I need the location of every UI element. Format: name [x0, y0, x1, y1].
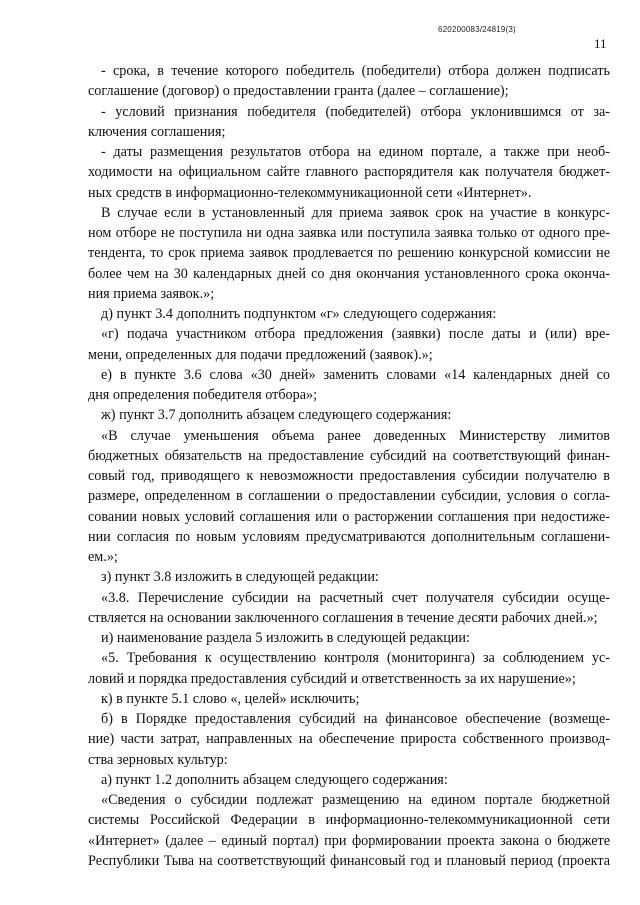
text-line: е) в пункте 3.6 слова «30 дней» заменить словами «14 календарных дней со: [101, 366, 610, 383]
text-line: «Сведения о субсидии подлежат размещению на едином портале бюджетной: [101, 792, 610, 808]
text-line: «В случае уменьшения объема ранее доведенных Министерству лимитов: [101, 427, 610, 444]
body-text: [88, 61, 610, 871]
text-line: - даты размещения результатов отбора на едином портале, а также при необ-: [101, 144, 610, 160]
text-line: совый год, приводящего к невозможности предоставления субсидии получателю в: [88, 468, 610, 484]
text-line: «г) подача участником отбора предложения (заявки) после даты и (или) вре-: [101, 326, 610, 343]
text-line: ловий и порядка предоставления субсидий и ответственность за их нарушение»;: [88, 670, 576, 687]
text-line: д) пункт 3.4 дополнить подпунктом «г» следующего содержания:: [101, 306, 497, 322]
text-line: - условий признания победителя (победителей) отбора уклонившимся от за-: [101, 103, 610, 120]
text-line: ключения соглашения;: [88, 123, 226, 140]
text-line: ходимости на официальном сайте главного распорядителя как получателя бюджет-: [88, 164, 610, 181]
text-line: совании новых условий соглашения или о расторжении соглашения при недостиже-: [88, 508, 610, 525]
text-line: ем.»;: [88, 549, 118, 565]
text-line: «Интернет» (далее – единый портал) при формировании проекта закона о бюджете: [88, 832, 610, 849]
text-line: ние) части затрат, направленных на обеспечение прироста собственного производ-: [88, 731, 610, 748]
text-line: ном отборе не поступила ни одна заявка или поступила заявка только от одного пре-: [88, 225, 610, 241]
text-line: «3.8. Перечисление субсидии на расчетный счет получателя субсидии осуще-: [101, 589, 610, 606]
text-line: и) наименование раздела 5 изложить в следующей редакции:: [101, 630, 470, 646]
document-id: 620200083/24819(3): [438, 25, 516, 34]
page-number: 11: [594, 36, 607, 51]
text-line: дня определения победителя отбора»;: [88, 387, 318, 403]
text-line: более чем на 30 календарных дней со дня окончания установленного срока оконча-: [88, 265, 610, 282]
text-line: тендента, то срок приема заявок продлевается по решению конкурсной комиссии не: [88, 245, 610, 262]
text-line: ния приема заявок.»;: [88, 285, 215, 302]
text-line: з) пункт 3.8 изложить в следующей редакции:: [101, 569, 379, 586]
text-line: размере, определенном в соглашении о предоставлении субсидии, условия о согла-: [88, 488, 610, 505]
text-line: ж) пункт 3.7 дополнить абзацем следующего содержания:: [101, 407, 452, 424]
text-line: ных средств в информационно-телекоммуникационной сети «Интернет».: [88, 184, 532, 201]
text-line: а) пункт 1.2 дополнить абзацем следующего содержания:: [101, 771, 448, 788]
text-line: В случае если в установленный для приема заявок срок на участие в конкурс-: [101, 204, 610, 221]
text-line: «5. Требования к осуществлению контроля (мониторинга) за соблюдением ус-: [101, 650, 610, 667]
text-line: нии согласия по новым условиям предусматриваются дополнительным соглашени-: [88, 528, 610, 545]
text-line: Республики Тыва на соответствующий финансовый год и плановый период (проекта: [88, 852, 610, 869]
text-line: ствляется на основании заключенного соглашения в течение десяти рабочих дней.»;: [88, 609, 598, 626]
text-line: к) в пункте 5.1 слово «, целей» исключить;: [101, 690, 360, 707]
text-line: - срока, в течение которого победитель (победители) отбора должен подписать: [101, 63, 610, 79]
text-line: системы Российской Федерации в информационно-телекоммуникационной сети: [88, 812, 610, 829]
text-line: б) в Порядке предоставления субсидий на финансовое обеспечение (возмеще-: [101, 711, 610, 727]
text-line: бюджетных обязательств на предоставление субсидий на соответствующий финан-: [88, 447, 610, 464]
text-line: мени, определенных для подачи предложений (заявок).»;: [88, 346, 433, 363]
text-line: ства зерновых культур:: [88, 751, 228, 768]
text-line: соглашение (договор) о предоставлении гранта (далее – соглашение);: [88, 83, 509, 100]
